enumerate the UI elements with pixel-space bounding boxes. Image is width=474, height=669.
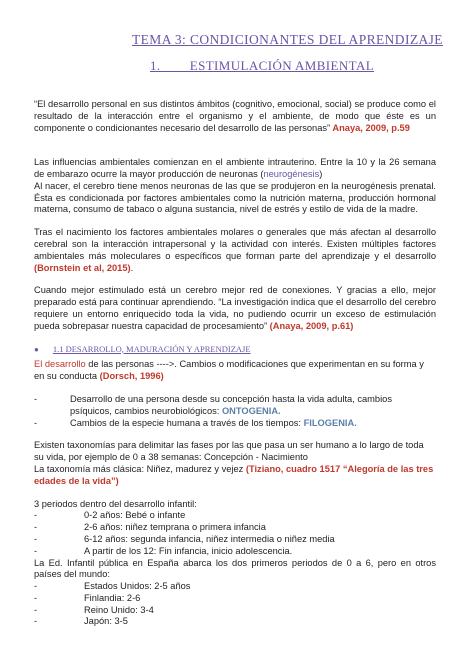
paragraph-text: Cuando mejor estimulado está un cerebro mejor red de conexiones. Y gracias a ello, mejor preparado está para continuar aprendiendo. “La investigación indica que el desarrollo del cerebro requiere un entorno enriquecido toda la vida, no pudiendo ocurrir un exceso de estimulación pueda sobrepasar nuestra capacidad de procesamiento” xyxy=(34,285,436,331)
paragraph-stimulation xyxy=(34,285,436,332)
list-item xyxy=(34,522,436,534)
document-body xyxy=(34,99,436,628)
item-text: Cambios de la especie humana a través de los tiempos: xyxy=(70,417,304,428)
list-item xyxy=(34,418,436,430)
item-text: Japón: 3-5 xyxy=(84,616,128,627)
periods-note: La Ed. Infantil pública en España abarca los dos primeros periodos de 0 a 6, pero en otros países del mundo: xyxy=(34,557,436,580)
paragraph-environment xyxy=(34,227,436,274)
periods-intro: 3 periodos dentro del desarrollo infantil: xyxy=(34,498,197,509)
term-filogenia: FILOGENIA. xyxy=(303,417,357,428)
citation: Anaya, 2009, p.59 xyxy=(330,122,410,133)
dash-mark: - xyxy=(34,417,38,428)
paragraph-text: Existen taxonomías para delimitar las fases por las que pasa un ser humano a lo largo de toda su vida, por ejemplo de 0 a 38 semanas: Concepción - Nacimiento La taxonomía más clásica: Niñez, madurez y vejez xyxy=(34,440,424,474)
dash-list-genia xyxy=(34,394,436,429)
paragraph-intrauterine xyxy=(34,145,436,216)
item-text: Finlandia: 2-6 xyxy=(84,592,141,603)
dash-mark: - xyxy=(34,522,38,533)
paragraph-desarrollo xyxy=(34,359,436,383)
dash-mark: - xyxy=(34,545,38,556)
citation: (Dorsch, 1996) xyxy=(99,371,164,382)
periods-block xyxy=(34,499,436,629)
paragraph-text: Tras el nacimiento los factores ambientales molares o generales que más afectan al desarrollo cerebral son la interacción intrapersonal y la actividad con interés. Existen múltiples factores ambientales más moleculares o específicos que forman parte del aprendizaje y el desarrollo xyxy=(34,227,436,261)
subsection-heading xyxy=(34,344,436,356)
paragraph-quote-anaya xyxy=(34,99,436,134)
list-item xyxy=(34,581,436,593)
paragraph-taxonomias xyxy=(34,440,436,487)
dash-mark: - xyxy=(34,581,38,592)
dash-mark: - xyxy=(34,533,38,544)
bullet-icon: ● xyxy=(34,344,39,354)
item-text: 2-6 años: niñez temprana o primera infancia xyxy=(84,522,266,533)
dash-mark: - xyxy=(34,616,38,627)
citation: (Bornstein et al, 2015) xyxy=(34,262,131,273)
item-text: Estados Unidos: 2-5 años xyxy=(84,581,191,592)
item-text: 6-12 años: segunda infancia, niñez intermedia o niñez media xyxy=(84,533,335,544)
list-item xyxy=(34,534,436,546)
list-item xyxy=(34,605,436,617)
list-item-text xyxy=(70,394,436,418)
term-neurogenesis: neurogénesis xyxy=(263,168,320,179)
item-text: Reino Unido: 3-4 xyxy=(84,604,154,615)
dash-mark: - xyxy=(34,592,38,603)
term-desarrollo: El desarrollo xyxy=(34,359,86,370)
citation-end: ) xyxy=(115,475,119,486)
list-item xyxy=(34,616,436,628)
term-ontogenia: ONTOGENIA. xyxy=(221,405,281,416)
list-item xyxy=(34,546,436,558)
item-text: A partir de los 12: Fin infancia, inicio adolescencia. xyxy=(84,545,293,556)
item-text: Desarrollo de una persona desde su concepción hasta la vida adulta, cambios psíquicos, cambios neurobiológicos: xyxy=(70,393,392,416)
paragraph-text: Las influencias ambientales comienzan en el ambiente intrauterino. Entre la 10 y la 26 semana de embarazo ocurre la mayor producción de neuronas ( xyxy=(34,157,436,179)
citation-quote: “Alegoría de las tres edades de la vida” xyxy=(34,463,434,486)
section-heading: 1. ESTIMULACIÓN AMBIENTAL xyxy=(150,58,375,73)
dash-mark: - xyxy=(34,393,38,404)
list-item-text xyxy=(70,418,436,430)
subsection-title: 1.1 DESARROLLO, MADURACIÓN Y APRENDIZAJE xyxy=(52,343,251,354)
paragraph-end: . xyxy=(130,262,134,273)
page-title: TEMA 3: CONDICIONANTES DEL APRENDIZAJE xyxy=(132,32,443,47)
citation: (Anaya, 2009, p.61) xyxy=(267,320,354,331)
quote-text: “El desarrollo personal en sus distintos ámbitos (cognitivo, emocional, social) se produce como el resultado de la interacción entre el organismo y el ambiente, de modo que éste es un componente o condicionantes necesario del desarrollo de las personas” xyxy=(34,99,436,133)
list-item xyxy=(34,394,436,418)
list-item xyxy=(34,593,436,605)
list-item xyxy=(34,510,436,522)
dash-mark: - xyxy=(34,604,38,615)
paragraph-text: ) Al nacer, el cerebro tiene menos neuronas de las que se produjeron en la neurogénesis prenatal. Ésta es condicionada por factores ambientales como la nutrición materna, producción hormonal materna, consumo de tabaco o alguna sustancia, nivel de estrés y estilo de vida de la madre. xyxy=(34,168,436,215)
item-text: 0-2 años: Bebé o infante xyxy=(84,510,186,521)
citation: (Tiziano, cuadro 1517 xyxy=(245,463,343,474)
dash-mark: - xyxy=(34,510,38,521)
paragraph-text: de las personas ---->. Cambios o modificaciones que experimentan en su forma y en su conducta xyxy=(34,359,424,382)
